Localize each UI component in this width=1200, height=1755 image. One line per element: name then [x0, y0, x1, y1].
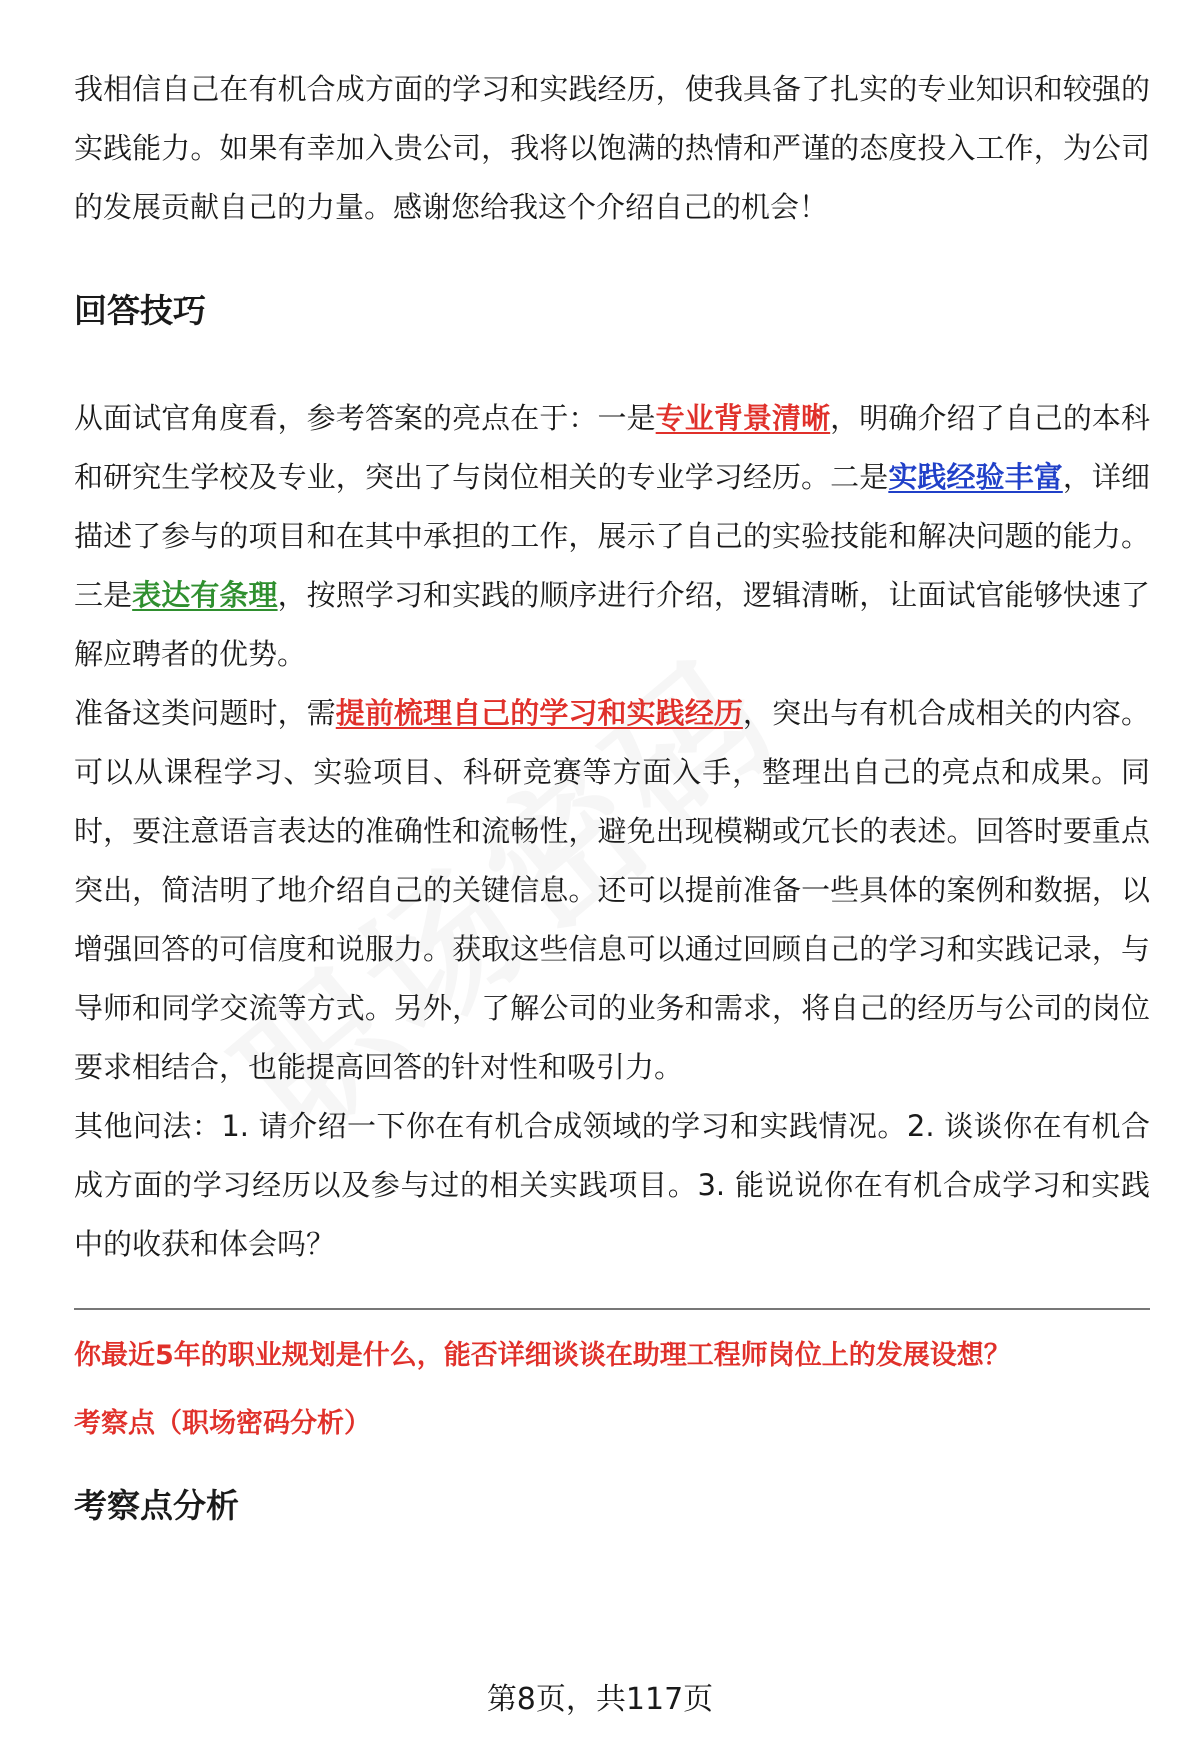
intro-paragraph: 我相信自己在有机合成方面的学习和实践经历，使我具备了扎实的专业知识和较强的实践能力。如果有幸加入贵公司，我将以饱满的热情和严谨的态度投入工作，为公司的发展贡献自己的力量。感谢您给我这个介绍自己的机会！	[74, 72, 1150, 224]
heading-answer-tips: 回答技巧	[74, 291, 206, 330]
highlights-text-1: 从面试官角度看，参考答案的亮点在于：一是	[74, 401, 656, 435]
prepare-text-1: 准备这类问题时，需	[74, 696, 336, 730]
highlights-text-4: ，按照学习和实践的顺序进行介绍，逻辑清晰，让面试官能够快速了解应聘者的优势。	[74, 578, 1150, 671]
section-divider	[74, 1308, 1150, 1310]
highlights-paragraph	[74, 389, 1150, 684]
highlights-text-3: ，详细描述了参与的项目和在其中承担的工作，展示了自己的实验技能和解决问题的能力。三是	[74, 460, 1150, 612]
highlight-sort-experience: 提前梳理自己的学习和实践经历	[335, 696, 743, 730]
highlights-text-2: ，明确介绍了自己的本科和研究生学校及专业，突出了与岗位相关的专业学习经历。二是	[74, 401, 1150, 494]
heading-analysis: 考察点分析	[74, 1486, 239, 1525]
document-body	[74, 60, 1150, 1526]
highlight-professional-background: 专业背景清晰	[655, 401, 831, 435]
prepare-text-2: ，突出与有机合成相关的内容。可以从课程学习、实验项目、科研竞赛等方面入手，整理出自己的亮点和成果。同时，要注意语言表达的准确性和流畅性，避免出现模糊或冗长的表述。回答时要重点突出，简洁明了地介绍自己的关键信息。还可以提前准备一些具体的案例和数据，以增强回答的可信度和说服力。获取这些信息可以通过回顾自己的学习和实践记录，与导师和同学交流等方式。另外，了解公司的业务和需求，将自己的经历与公司的岗位要求相结合，也能提高回答的针对性和吸引力。	[74, 696, 1150, 1084]
question-subtitle: 考察点（职场密码分析）	[74, 1408, 371, 1439]
highlight-practical-experience: 实践经验丰富	[888, 460, 1063, 494]
question-title: 你最近5年的职业规划是什么，能否详细谈谈在助理工程师岗位上的发展设想？	[74, 1340, 1011, 1371]
page-footer: 第8页，共117页	[486, 1682, 714, 1717]
other-questions-paragraph: 其他问法：1. 请介绍一下你在有机合成领域的学习和实践情况。2. 谈谈你在有机合成方面的学习经历以及参与过的相关实践项目。3. 能说说你在有机合成学习和实践中的收获和体会吗？	[74, 1109, 1150, 1261]
prepare-paragraph	[74, 684, 1150, 1097]
highlight-organized-expression: 表达有条理	[132, 578, 278, 612]
